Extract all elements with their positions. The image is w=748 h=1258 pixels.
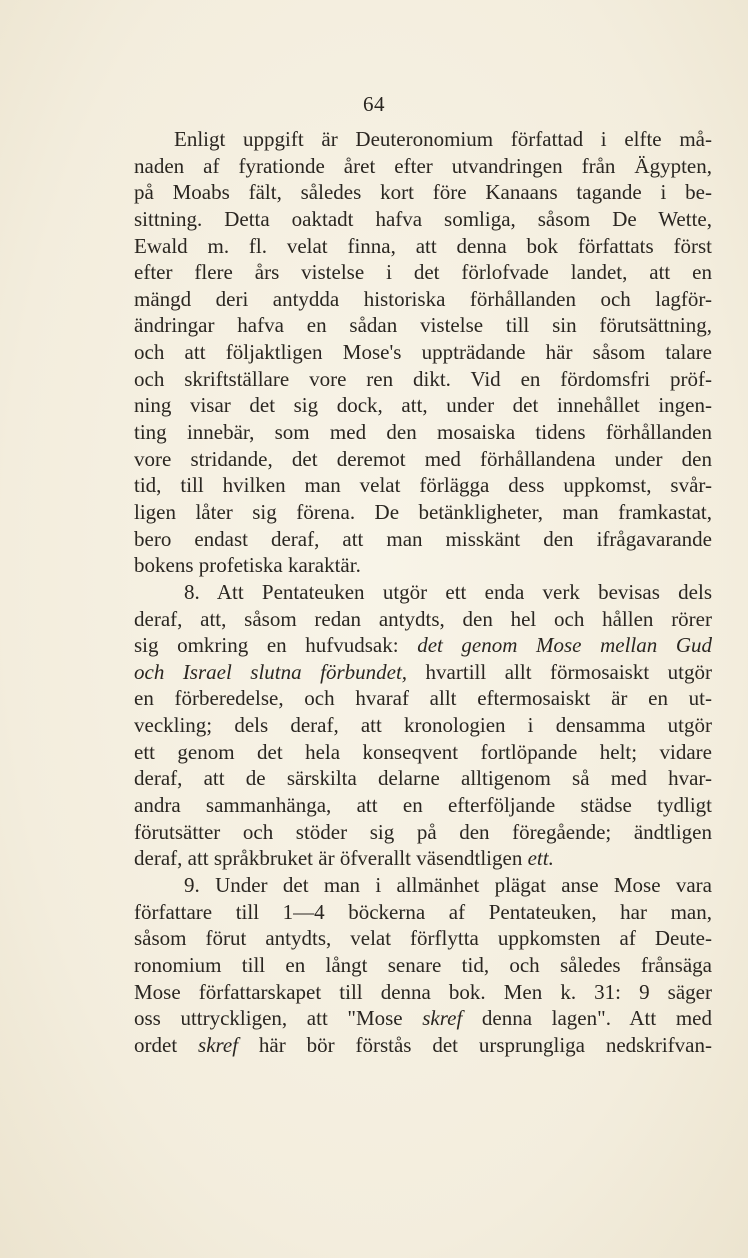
text-run: hvartill allt förmosaiskt utgör — [407, 659, 712, 684]
text-line: ronomium till en långt senare tid, och således frånsäga — [134, 952, 712, 977]
text-line: Ewald m. fl. velat finna, att denna bok författats först — [134, 233, 712, 258]
italic-run: det genom Mose mellan Gud — [417, 633, 713, 658]
italic-run: ett. — [527, 846, 554, 871]
text-run: sig omkring en hufvudsak: — [134, 633, 418, 658]
body-text — [134, 126, 712, 1058]
text-line: bero endast deraf, att man misskänt den ifrågavarande — [134, 526, 712, 551]
text-line — [134, 1005, 712, 1032]
text-line: såsom förut antydts, velat förflytta uppkomsten af Deute- — [134, 926, 712, 951]
text-run: här bör förstås det ursprungliga nedskrifvan- — [238, 1032, 712, 1057]
text-line: Enligt uppgift är Deuteronomium författad i elfte må- — [174, 127, 712, 151]
text-line: andra sammanhänga, att en efterföljande städse tydligt — [134, 793, 712, 818]
paragraph-1 — [134, 126, 712, 579]
text-run: deraf, att språkbruket är öfverallt väsendtligen — [134, 846, 528, 871]
text-run: ordet — [134, 1032, 199, 1057]
text-line: deraf, att de särskilta delarne alltigenom så med hvar- — [134, 766, 712, 791]
text-line — [134, 632, 712, 659]
text-line: ligen låter sig förena. De betänkligheter, man framkastat, — [134, 499, 712, 524]
text-run: oss uttryckligen, att "Mose — [134, 1006, 423, 1031]
text-line: ett genom det hela konseqvent fortlöpande helt; vidare — [134, 739, 712, 764]
text-line: vore stridande, det deremot med förhållandena under den — [134, 446, 712, 471]
italic-run: skref — [422, 1006, 463, 1031]
text-line: förutsätter och stöder sig på den föregående; ändtligen — [134, 819, 712, 844]
text-line: naden af fyrationde året efter utvandringen från Ägypten, — [134, 153, 712, 178]
text-line: ning visar det sig dock, att, under det innehållet ingen- — [134, 393, 712, 418]
paragraph-section-8 — [134, 579, 712, 872]
text-line: bokens profetiska karaktär. — [134, 553, 361, 578]
text-line: ändringar hafva en sådan vistelse till sin förutsättning, — [134, 313, 712, 338]
text-line: 9. Under det man i allmänhet plägat anse Mose vara — [184, 872, 712, 897]
text-line: en förberedelse, och hvaraf allt eftermosaiskt är en ut- — [134, 686, 712, 711]
paragraph-section-9 — [134, 872, 712, 1058]
text-line: efter flere års vistelse i det förlofvade landet, att en — [134, 260, 712, 285]
text-line: 8. Att Pentateuken utgör ett enda verk bevisas dels — [184, 579, 712, 604]
page-number: 64 — [363, 92, 385, 116]
text-line: mängd deri antydda historiska förhållanden och lagför- — [134, 286, 712, 311]
text-line: på Moabs fält, således kort före Kanaans tagande i be- — [134, 180, 712, 205]
text-line: författare till 1—4 böckerna af Pentateuken, har man, — [134, 899, 712, 924]
text-line: Mose författarskapet till denna bok. Men k. 31: 9 säger — [134, 979, 712, 1004]
italic-run: och Israel slutna förbundet, — [134, 659, 408, 684]
text-line: och skriftställare vore ren dikt. Vid en fördomsfri pröf- — [134, 366, 712, 391]
text-line: och att följaktligen Mose's uppträdande här såsom talare — [134, 340, 712, 365]
text-run: denna lagen". Att med — [462, 1006, 712, 1031]
text-line: tid, till hvilken man velat förlägga dess uppkomst, svår- — [134, 473, 712, 498]
text-line — [134, 659, 712, 686]
text-line: sittning. Detta oaktadt hafva somliga, såsom De Wette, — [134, 206, 712, 231]
italic-run: skref — [198, 1032, 239, 1057]
text-line: veckling; dels deraf, att kronologien i densamma utgör — [134, 713, 712, 738]
text-line: ting innebär, som med den mosaiska tidens förhållanden — [134, 420, 712, 445]
text-line: deraf, att, såsom redan antydts, den hel och hållen rörer — [134, 606, 712, 631]
text-line — [134, 1032, 712, 1059]
text-line — [134, 845, 712, 872]
